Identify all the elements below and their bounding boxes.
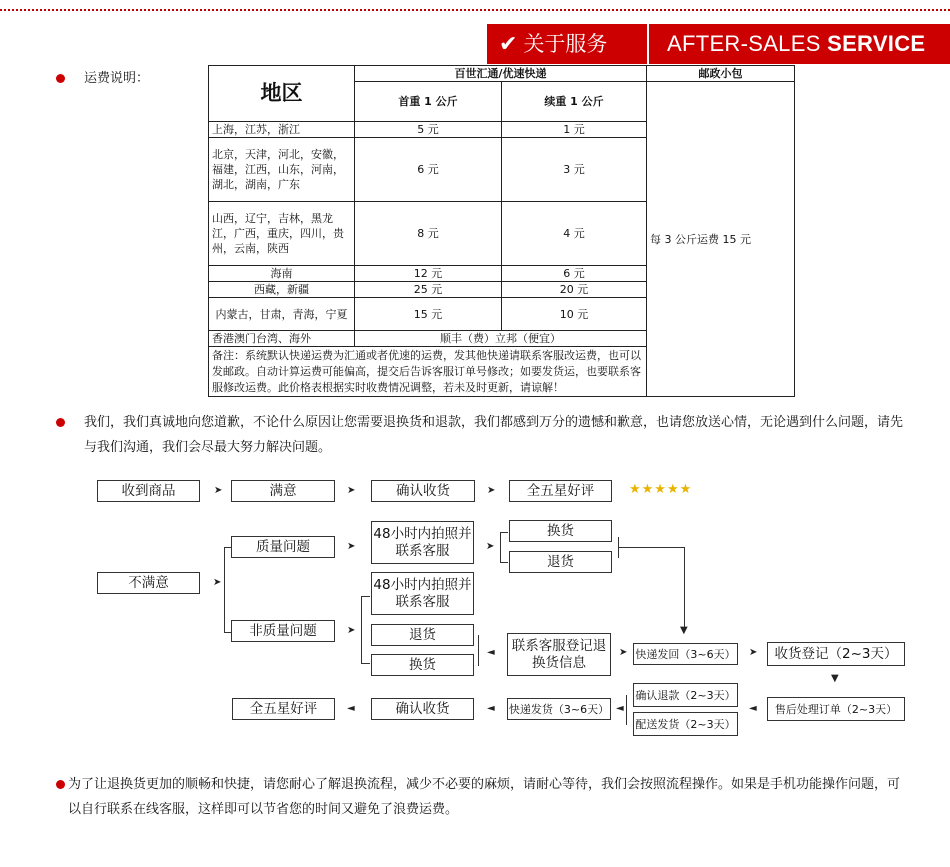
arrow-right-icon: ➤ (347, 625, 356, 636)
first-fee-cell: 25 元 (355, 282, 502, 298)
top-dotted-divider (0, 9, 950, 11)
first-fee-cell: 12 元 (355, 266, 502, 282)
flow-register: 收货登记（2~3天） (767, 642, 905, 666)
post-rate: 每 3 公斤运费 15 元 (647, 82, 795, 397)
banner-cn-text: 关于服务 (523, 32, 608, 56)
extra-weight-header: 续重 1 公斤 (502, 82, 647, 122)
region-cell: 西藏，新疆 (209, 282, 355, 298)
footer-text: 为了让退换货更加的顺畅和快捷，请您耐心了解退换流程，减少不必要的麻烦，请耐心等待，我们会按照流程操作。如果是手机功能操作问题，可以自行联系在线客服，这样即可以节省您的时间又避免了浪费运费。 (68, 777, 901, 817)
flow-received: 收到商品 (97, 480, 200, 502)
banner-en-light: AFTER-SALES (667, 31, 821, 56)
arrow-right-icon: ➤ (749, 647, 758, 658)
overseas-method: 顺丰（费）立邦（便宜） (355, 331, 647, 347)
first-fee-cell: 15 元 (355, 298, 502, 331)
flow-aftersale: 售后处理订单（2~3天） (767, 697, 905, 721)
flow-five-star: 全五星好评 (509, 480, 612, 502)
arrow-right-icon: ➤ (619, 647, 628, 658)
region-cell: 内蒙古，甘肃，青海，宁夏 (209, 298, 355, 331)
section-banner (487, 24, 950, 64)
post-header: 邮政小包 (647, 66, 795, 82)
flow-exchange: 换货 (509, 520, 612, 542)
arrow-right-icon: ➤ (213, 577, 222, 588)
arrow-left-icon: ◄ (487, 647, 495, 658)
flow-refund: 退货 (509, 551, 612, 573)
region-cell: 山西，辽宁，吉林，黑龙江，广西，重庆，四川，贵州，云南，陕西 (209, 202, 355, 266)
region-cell: 上海，江苏，浙江 (209, 122, 355, 138)
arrow-left-icon: ◄ (616, 703, 624, 714)
banner-cn (487, 24, 647, 64)
flow-satisfied: 满意 (231, 480, 335, 502)
express-header: 百世汇通/优速快递 (355, 66, 647, 82)
fee-label: 运费说明： (84, 71, 150, 86)
flow-unsatisfied: 不满意 (97, 572, 200, 594)
bullet-icon (56, 418, 65, 427)
banner-en (649, 24, 950, 64)
star-rating-icon: ★★★★★ (629, 482, 693, 497)
flow-express-ship: 快递发货（3~6天） (507, 698, 611, 720)
extra-fee-cell: 1 元 (502, 122, 647, 138)
first-fee-cell: 6 元 (355, 138, 502, 202)
extra-fee-cell: 10 元 (502, 298, 647, 331)
fee-note: 备注：系统默认快递运费为汇通或者优速的运费，发其他快递请联系客服改运费，也可以发邮政。自动计算运费可能偏高，提交后告诉客服订单号修改；如要发货运，也要联系客服修改运费。此价格表根据实时收费情况调整，若未及时更新，请谅解！ (209, 347, 647, 397)
first-fee-cell: 5 元 (355, 122, 502, 138)
flow-refund-2: 退货 (371, 624, 474, 646)
arrow-right-icon: ➤ (347, 485, 356, 496)
first-fee-cell: 8 元 (355, 202, 502, 266)
flow-photo-contact-2: 48小时内拍照并联系客服 (371, 572, 474, 615)
region-header: 地区 (209, 66, 355, 122)
first-weight-header: 首重 1 公斤 (355, 82, 502, 122)
flow-dispatch: 配送发货（2~3天） (633, 712, 738, 736)
overseas-region: 香港澳门台湾、海外 (209, 331, 355, 347)
region-cell: 北京，天津，河北，安徽，福建，江西，山东，河南，湖北，湖南，广东 (209, 138, 355, 202)
region-cell: 海南 (209, 266, 355, 282)
flow-confirm-refund: 确认退款（2~3天） (633, 683, 738, 707)
arrow-right-icon: ➤ (214, 485, 223, 496)
arrow-left-icon: ◄ (749, 703, 757, 714)
extra-fee-cell: 20 元 (502, 282, 647, 298)
flow-exchange-2: 换货 (371, 654, 474, 676)
arrow-down-icon: ▼ (831, 673, 839, 684)
checkmark-icon: ✔ (499, 32, 518, 57)
shipping-fee-table (208, 65, 795, 397)
bullet-icon (56, 780, 65, 789)
arrow-right-icon: ➤ (486, 541, 495, 552)
flow-ship-back: 快递发回（3~6天） (633, 643, 738, 665)
flow-contact-service: 联系客服登记退换货信息 (507, 633, 611, 676)
flow-five-star-2: 全五星好评 (232, 698, 335, 720)
flow-quality-issue: 质量问题 (231, 536, 335, 558)
extra-fee-cell: 6 元 (502, 266, 647, 282)
apology-text: 我们，我们真诚地向您道歉，不论什么原因让您需要退换货和退款，我们都感到万分的遗憾和歉意，也请您放送心情，无论遇到什么问题，请先与我们沟通，我们会尽最大努力解决问题。 (84, 415, 904, 455)
extra-fee-cell: 3 元 (502, 138, 647, 202)
flow-confirm-2: 确认收货 (371, 698, 474, 720)
flow-non-quality-issue: 非质量问题 (231, 620, 335, 642)
arrow-left-icon: ◄ (487, 703, 495, 714)
extra-fee-cell: 4 元 (502, 202, 647, 266)
arrow-right-icon: ➤ (487, 485, 496, 496)
bullet-icon (56, 74, 65, 83)
arrow-down-icon: ▼ (680, 625, 688, 636)
flow-confirm: 确认收货 (371, 480, 475, 502)
banner-en-bold: SERVICE (827, 31, 926, 56)
arrow-right-icon: ➤ (347, 541, 356, 552)
arrow-left-icon: ◄ (347, 703, 355, 714)
flow-photo-contact: 48小时内拍照并联系客服 (371, 521, 474, 564)
